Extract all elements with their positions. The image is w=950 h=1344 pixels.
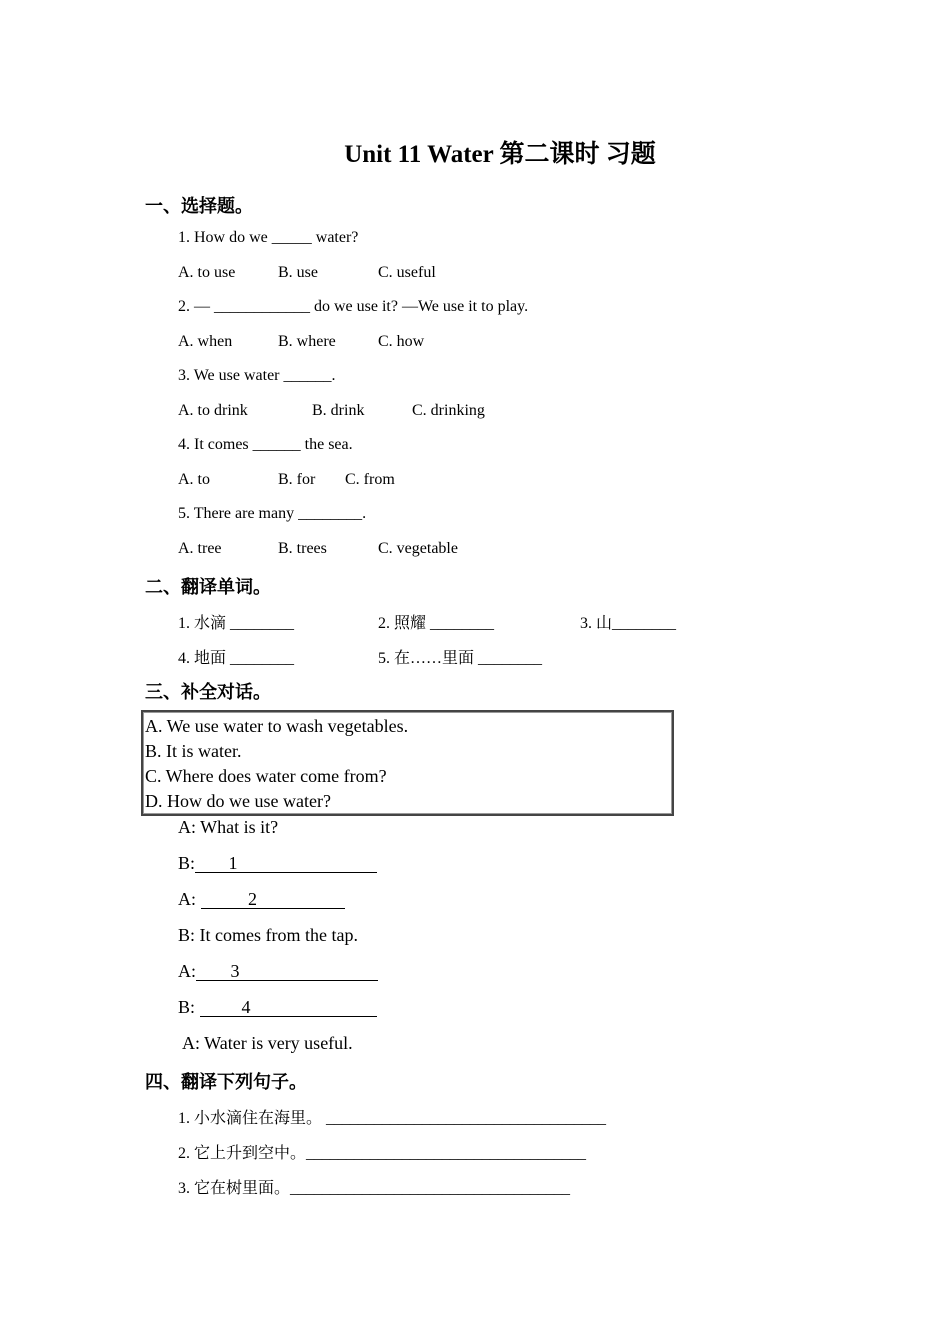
dialog-options-box xyxy=(141,710,674,816)
option-a: A. to use xyxy=(178,264,236,281)
answer-blank xyxy=(196,962,378,981)
word-item: 1. 水滴 ________ xyxy=(178,615,295,632)
section-heading-translate-words: 二、翻译单词。 xyxy=(145,577,271,598)
question-stem: 4. It comes ______ the sea. xyxy=(178,436,353,453)
option-c: C. vegetable xyxy=(378,540,458,557)
section-heading-choice: 一、选择题。 xyxy=(145,196,253,217)
sentence-item: 1. 小水滴住在海里。 ___________________________________ xyxy=(178,1110,607,1127)
speaker: A: xyxy=(178,889,201,909)
sentence-item: 3. 它在树里面。___________________________________ xyxy=(178,1180,571,1197)
dialog-line xyxy=(178,889,345,910)
option-b: B. drink xyxy=(312,402,365,419)
answer-blank xyxy=(195,854,377,873)
section-heading-translate-sentences: 四、翻译下列句子。 xyxy=(145,1072,307,1093)
option-c: C. useful xyxy=(378,264,436,281)
speaker: B: xyxy=(178,997,200,1017)
dialog-line xyxy=(178,961,378,982)
dialog-line xyxy=(178,853,377,874)
question-stem: 2. — ____________ do we use it? —We use it to play. xyxy=(178,298,529,315)
dialog-option: C. Where does water come from? xyxy=(145,766,387,786)
option-a: A. tree xyxy=(178,540,222,557)
option-c: C. from xyxy=(345,471,395,488)
page-title: Unit 11 Water 第二课时 习题 xyxy=(344,141,656,168)
dialog-line xyxy=(178,997,377,1018)
option-c: C. drinking xyxy=(412,402,485,419)
question-stem: 5. There are many ________. xyxy=(178,505,367,522)
option-a: A. when xyxy=(178,333,233,350)
blank-number: 4 xyxy=(241,997,251,1017)
blank-number: 3 xyxy=(230,961,240,981)
option-a: A. to xyxy=(178,471,210,488)
option-b: B. for xyxy=(278,471,316,488)
section-heading-dialog: 三、补全对话。 xyxy=(145,682,271,703)
option-b: B. use xyxy=(278,264,318,281)
answer-blank xyxy=(201,890,345,909)
option-b: B. trees xyxy=(278,540,327,557)
speaker: B: xyxy=(178,853,196,873)
option-c: C. how xyxy=(378,333,425,350)
speaker: A: xyxy=(178,961,196,981)
dialog-line: A: Water is very useful. xyxy=(182,1033,353,1053)
dialog-option: B. It is water. xyxy=(145,741,242,761)
word-item: 3. 山________ xyxy=(580,615,677,632)
option-b: B. where xyxy=(278,333,336,350)
dialog-option: D. How do we use water? xyxy=(145,791,331,811)
question-stem: 1. How do we _____ water? xyxy=(178,229,359,246)
word-item: 2. 照耀 ________ xyxy=(378,615,495,632)
word-item: 5. 在……里面 ________ xyxy=(378,650,543,667)
answer-blank xyxy=(200,998,377,1017)
blank-number: 2 xyxy=(248,889,257,909)
word-item: 4. 地面 ________ xyxy=(178,650,295,667)
option-a: A. to drink xyxy=(178,402,248,419)
dialog-line: B: It comes from the tap. xyxy=(178,925,358,945)
question-stem: 3. We use water ______. xyxy=(178,367,336,384)
dialog-line: A: What is it? xyxy=(178,817,279,837)
sentence-item: 2. 它上升到空中。___________________________________ xyxy=(178,1145,587,1162)
blank-number: 1 xyxy=(228,853,238,873)
dialog-option: A. We use water to wash vegetables. xyxy=(145,716,409,736)
